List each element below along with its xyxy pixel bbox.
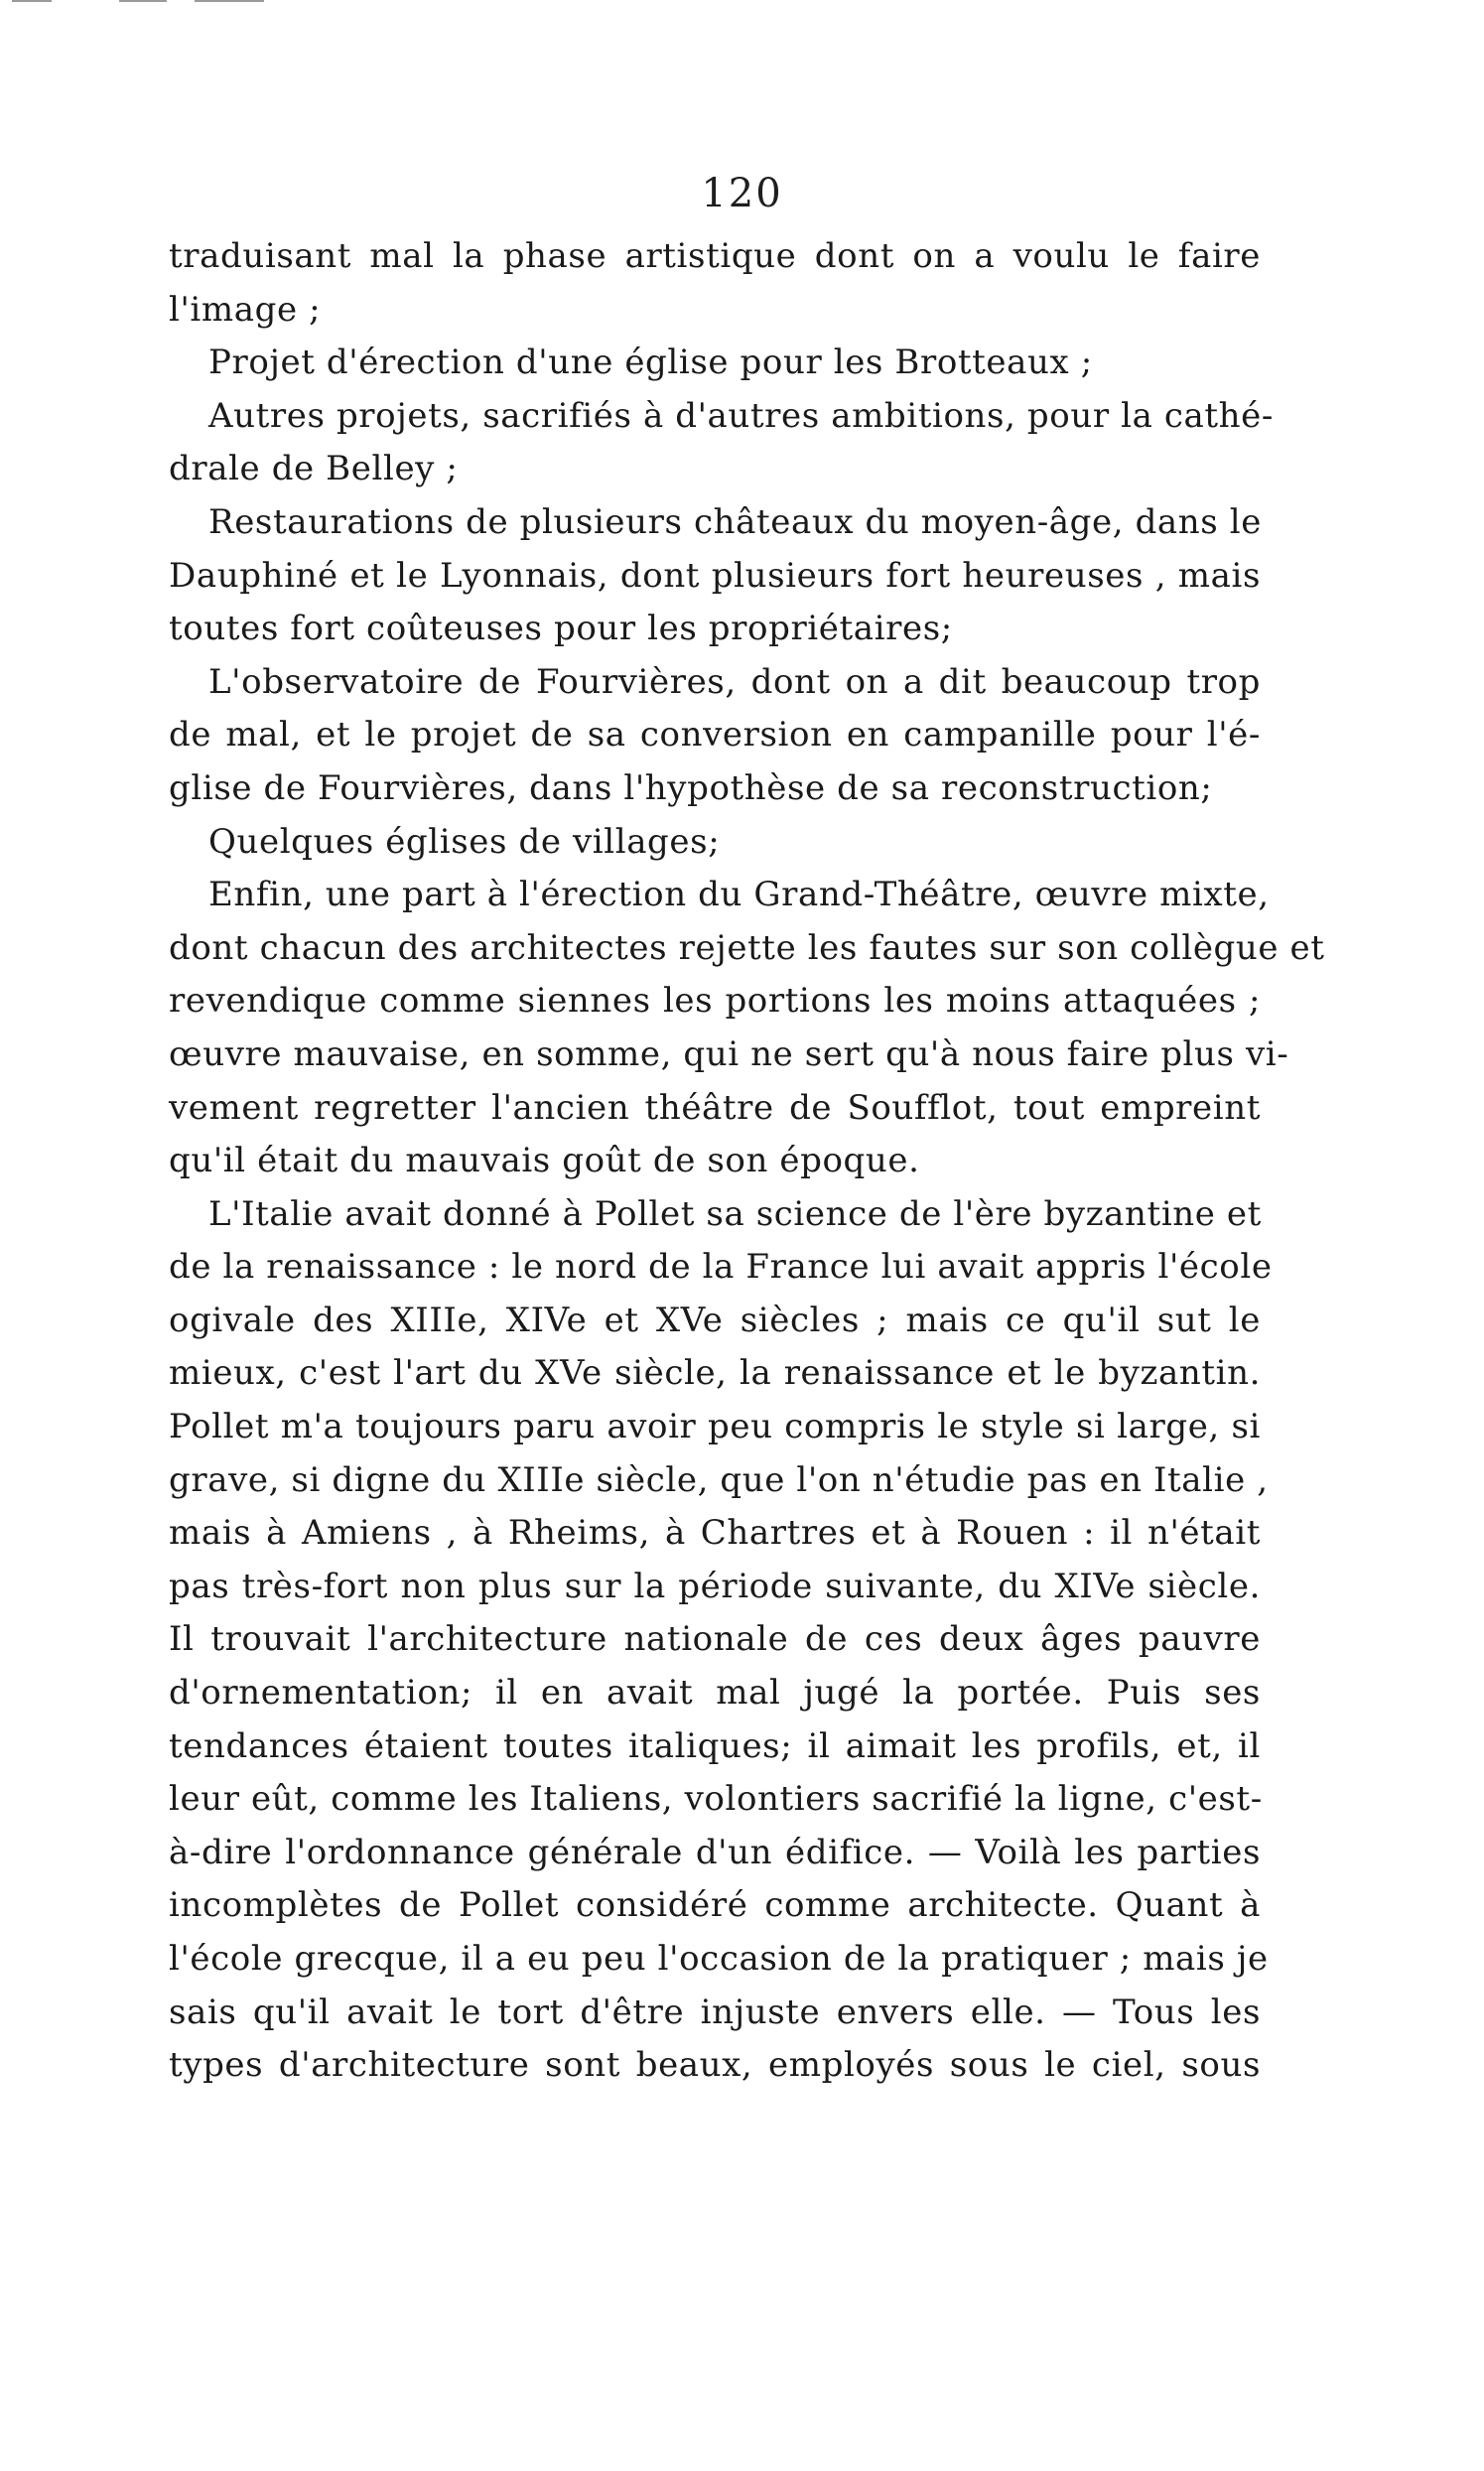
text-line: de la renaissance : le nord de la France lui avait appris l'école [169, 1247, 1273, 1288]
page-number: 120 [701, 171, 783, 216]
text-line: mais à Amiens , à Rheims, à Chartres et à Rouen : il n'était [169, 1513, 1261, 1554]
text-line: leur eût, comme les Italiens, volontiers sacrifié la ligne, c'est- [169, 1779, 1263, 1820]
body-text [169, 230, 1325, 2093]
text-line: L'observatoire de Fourvières, dont on a dit beaucoup trop [208, 661, 1261, 702]
scan-edge-mark [12, 0, 52, 2]
text-line: revendique comme siennes les portions les moins attaquées ; [169, 981, 1261, 1022]
text-line: œuvre mauvaise, en somme, qui ne sert qu'à nous faire plus vi- [169, 1033, 1289, 1074]
text-line: traduisant mal la phase artistique dont on a voulu le faire [169, 236, 1261, 276]
text-line: types d'architecture sont beaux, employés sous le ciel, sous [169, 2045, 1261, 2086]
text-line: Autres projets, sacrifiés à d'autres ambitions, pour la cathé- [208, 395, 1274, 436]
scan-edge-mark [195, 0, 264, 2]
text-line: qu'il était du mauvais goût de son époque. [169, 1141, 920, 1181]
text-line: tendances étaient toutes italiques; il aimait les profils, et, il [169, 1725, 1261, 1766]
text-line: pas très-fort non plus sur la période suivante, du XIVe siècle. [169, 1566, 1261, 1606]
text-line: l'école grecque, il a eu peu l'occasion de la pratiquer ; mais je [169, 1939, 1269, 1979]
text-line: L'Italie avait donné à Pollet sa science de l'ère byzantine et [208, 1193, 1262, 1234]
text-line: Restaurations de plusieurs châteaux du moyen-âge, dans le [208, 501, 1262, 542]
text-line: ogivale des XIIIe, XIVe et XVe siècles ; mais ce qu'il sut le [169, 1300, 1261, 1340]
text-line: mieux, c'est l'art du XVe siècle, la renaissance et le byzantin. [169, 1353, 1261, 1394]
scan-edge-mark [119, 0, 167, 2]
text-line: Projet d'érection d'une église pour les Brotteaux ; [208, 343, 1093, 383]
text-line: glise de Fourvières, dans l'hypothèse de sa reconstruction; [169, 767, 1213, 808]
text-line: Pollet m'a toujours paru avoir peu compris le style si large, si [169, 1407, 1261, 1447]
text-line: grave, si digne du XIIIe siècle, que l'on n'étudie pas en Italie , [169, 1459, 1269, 1500]
text-line: Quelques églises de villages; [208, 821, 721, 862]
text-line: sais qu'il avait le tort d'être injuste envers elle. — Tous les [169, 1991, 1261, 2032]
text-line: vement regretter l'ancien théâtre de Soufflot, tout empreint [169, 1087, 1261, 1128]
text-line: drale de Belley ; [169, 449, 459, 489]
text-line: de mal, et le projet de sa conversion en campanille pour l'é- [169, 715, 1261, 755]
text-line: Dauphiné et le Lyonnais, dont plusieurs fort heureuses , mais [169, 555, 1261, 596]
text-line: Il trouvait l'architecture nationale de ces deux âges pauvre [169, 1619, 1261, 1660]
text-line: toutes fort coûteuses pour les propriétaires; [169, 609, 953, 649]
text-line: Enfin, une part à l'érection du Grand-Théâtre, œuvre mixte, [208, 875, 1270, 915]
text-line: l'image ; [169, 289, 322, 330]
text-line: à-dire l'ordonnance générale d'un édifice. — Voilà les parties [169, 1832, 1261, 1872]
text-line: dont chacun des architectes rejette les fautes sur son collègue et [169, 927, 1325, 968]
text-line: incomplètes de Pollet considéré comme architecte. Quant à [169, 1885, 1261, 1926]
text-line: d'ornementation; il en avait mal jugé la portée. Puis ses [169, 1673, 1261, 1714]
